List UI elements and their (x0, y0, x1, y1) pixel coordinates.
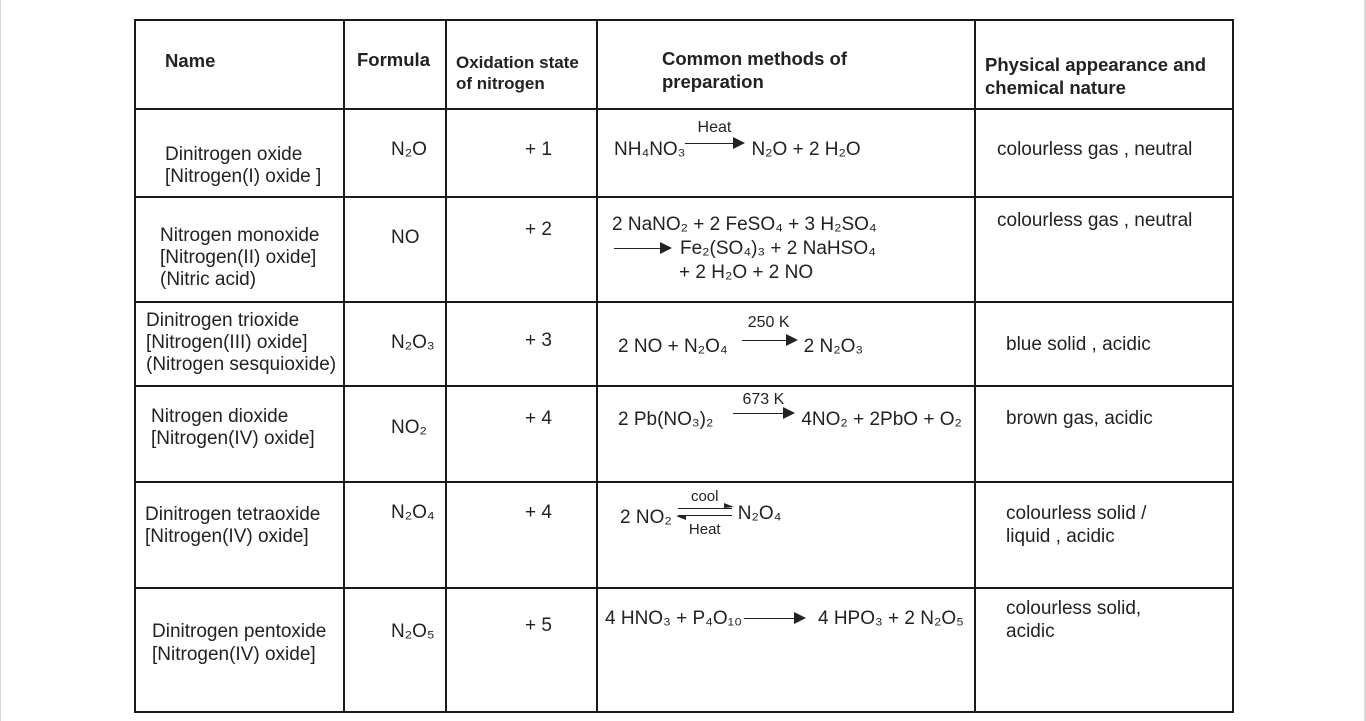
appearance-cell (975, 588, 1233, 712)
name-line: [Nitrogen(IV) oxide] (152, 644, 316, 665)
nitrogen-oxides-table (134, 19, 1234, 713)
reaction-condition-back: Heat (688, 521, 721, 538)
oxidation-cell (446, 588, 597, 712)
name-cell (135, 482, 344, 588)
reaction-condition: Heat (697, 119, 732, 136)
appearance-cell (975, 109, 1233, 197)
header-methods-line1: Common methods of (662, 48, 847, 69)
appearance-cell (975, 482, 1233, 588)
oxidation-value: + 5 (525, 615, 552, 636)
header-methods-line2: preparation (662, 71, 764, 92)
reaction-products: 4 HPO₃ + 2 N₂O₅ (817, 608, 964, 629)
appearance-cell (975, 302, 1233, 386)
method-cell (597, 197, 975, 302)
reaction-reactants: 2 NO + N₂O₄ (618, 336, 728, 357)
header-methods (597, 20, 975, 109)
appearance-line: brown gas, acidic (1006, 408, 1153, 429)
oxidation-value: + 2 (525, 219, 552, 240)
header-formula-label: Formula (357, 49, 430, 70)
appearance-line: liquid , acidic (1006, 526, 1115, 547)
table-row (135, 109, 1233, 197)
name-line: Dinitrogen pentoxide (152, 621, 327, 642)
reaction-equation (618, 314, 864, 358)
table-row (135, 302, 1233, 386)
oxidation-cell (446, 482, 597, 588)
reaction-products: N₂O₄ (737, 503, 782, 524)
reaction-reactants: 2 NO₂ (620, 507, 672, 528)
formula-cell (344, 386, 446, 482)
oxidation-value: + 4 (525, 408, 552, 429)
name-line: Dinitrogen oxide (165, 144, 303, 165)
reaction-line (614, 238, 876, 260)
formula-value: N₂O₅ (391, 621, 435, 642)
equilibrium-arrow (678, 488, 732, 538)
name-cell (135, 109, 344, 197)
appearance-line: colourless gas , neutral (997, 139, 1193, 160)
reaction-reactants: 2 Pb(NO₃)₂ (618, 409, 714, 430)
formula-cell (344, 109, 446, 197)
formula-cell (344, 482, 446, 588)
header-appearance-line1: Physical appearance and (985, 54, 1207, 75)
name-cell (135, 386, 344, 482)
appearance-line: colourless gas , neutral (997, 210, 1193, 231)
oxidation-value: + 1 (525, 139, 552, 160)
oxidation-cell (446, 109, 597, 197)
oxidation-value: + 4 (525, 502, 552, 523)
method-cell (597, 302, 975, 386)
header-name (135, 20, 344, 109)
reaction-equation (618, 391, 962, 431)
table-row (135, 588, 1233, 712)
formula-value: N₂O₄ (391, 502, 435, 523)
method-cell (597, 386, 975, 482)
table-row (135, 386, 1233, 482)
header-appearance (975, 20, 1233, 109)
name-cell (135, 197, 344, 302)
name-cell (135, 588, 344, 712)
table-row (135, 482, 1233, 588)
formula-cell (344, 588, 446, 712)
reaction-equation (620, 488, 782, 538)
reaction-condition: 250 K (747, 314, 790, 331)
name-line: (Nitric acid) (160, 269, 257, 290)
page-border-left (0, 0, 1, 721)
name-line: Dinitrogen tetraoxide (145, 504, 321, 525)
appearance-line: blue solid , acidic (1006, 334, 1151, 355)
reaction-arrow (742, 314, 796, 358)
formula-value: N₂O₃ (391, 332, 435, 353)
reaction-reactants: 4 HNO₃ + P₄O₁₀ (605, 608, 742, 629)
formula-value: N₂O (391, 139, 427, 160)
method-cell (597, 482, 975, 588)
reaction-equation (605, 608, 964, 630)
reaction-arrow (685, 119, 743, 161)
reaction-products: 4NO₂ + 2PbO + O₂ (801, 409, 962, 430)
reaction-equation (614, 119, 861, 161)
appearance-cell (975, 386, 1233, 482)
appearance-line: colourless solid / (1006, 503, 1147, 524)
name-line: Nitrogen dioxide (151, 406, 289, 427)
oxidation-cell (446, 386, 597, 482)
reaction-arrow (733, 391, 793, 431)
header-name-label: Name (165, 50, 216, 71)
name-line: [Nitrogen(III) oxide] (146, 332, 308, 353)
reaction-condition: 673 K (742, 391, 785, 408)
reaction-products: N₂O + 2 H₂O (751, 139, 861, 160)
table-header-row (135, 20, 1233, 109)
appearance-cell (975, 197, 1233, 302)
name-line: [Nitrogen(IV) oxide] (151, 428, 315, 449)
header-oxidation-line2: of nitrogen (456, 74, 545, 93)
reaction-products: Fe₂(SO₄)₃ + 2 NaHSO₄ (680, 238, 876, 259)
oxidation-cell (446, 197, 597, 302)
method-cell (597, 588, 975, 712)
name-line: (Nitrogen sesquioxide) (146, 354, 337, 375)
oxidation-value: + 3 (525, 330, 552, 351)
formula-cell (344, 197, 446, 302)
reaction-reactants: NH₄NO₃ (614, 139, 686, 160)
formula-value: NO (391, 227, 420, 248)
name-line: Nitrogen monoxide (160, 225, 320, 246)
name-line: [Nitrogen(IV) oxide] (145, 526, 309, 547)
formula-value: NO₂ (391, 417, 427, 438)
reaction-products: 2 N₂O₃ (803, 336, 864, 357)
appearance-line: acidic (1006, 621, 1055, 642)
name-line: [Nitrogen(II) oxide] (160, 247, 317, 268)
name-line: [Nitrogen(I) oxide ] (165, 166, 322, 187)
reaction-line: + 2 H₂O + 2 NO (679, 262, 814, 283)
oxidation-cell (446, 302, 597, 386)
header-oxidation (446, 20, 597, 109)
header-formula (344, 20, 446, 109)
header-oxidation-line1: Oxidation state (456, 53, 579, 72)
formula-cell (344, 302, 446, 386)
appearance-line: colourless solid, (1006, 598, 1142, 619)
reaction-condition-forward: cool (690, 488, 719, 505)
table-row (135, 197, 1233, 302)
header-appearance-line2: chemical nature (985, 77, 1126, 98)
name-cell (135, 302, 344, 386)
method-cell (597, 109, 975, 197)
name-line: Dinitrogen trioxide (146, 310, 300, 331)
reaction-line: 2 NaNO₂ + 2 FeSO₄ + 3 H₂SO₄ (612, 214, 877, 235)
